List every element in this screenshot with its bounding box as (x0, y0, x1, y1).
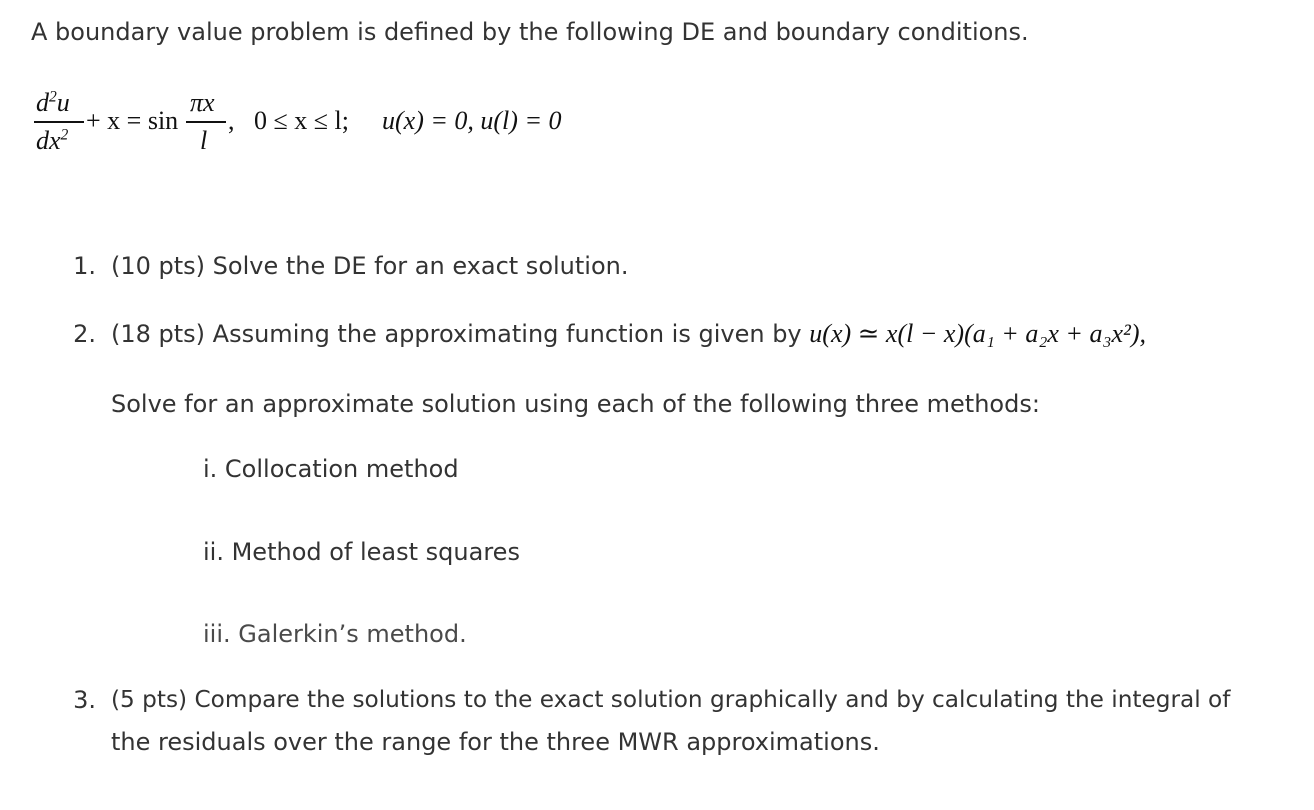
lhs-fraction-bar (34, 121, 84, 123)
rhs-numerator: πx (190, 88, 215, 117)
list-text-line1: (5 pts) Compare the solutions to the exact solution graphically and by calculating the integral of (111, 686, 1231, 713)
rhs-denominator: l (200, 126, 208, 155)
intro-text: A boundary value problem is defined by the following DE and boundary conditions. (31, 18, 1029, 46)
list-number: 3. (73, 686, 96, 714)
list-number: 2. (73, 320, 96, 348)
equation-comma: , (228, 106, 235, 135)
lhs-denominator: $dx^2$ (36, 126, 69, 155)
lhs-numerator: $d^2u$ (36, 88, 70, 117)
approximating-function: u(x) ≃ x(l − x)(a₁ + a₂x + a₃x²), (809, 319, 1146, 348)
plus-x-sin: + x = sin (86, 106, 179, 135)
list-number: 1. (73, 252, 96, 280)
item-2-text: (18 pts) Assuming the approximating function is given by (111, 320, 802, 348)
list-text: (10 pts) Solve the DE for an exact solution. (111, 252, 629, 280)
method-least-squares: ii. Method of least squares (203, 538, 520, 566)
list-text (111, 314, 1146, 354)
domain-condition: 0 ≤ x ≤ l; (254, 106, 349, 135)
sub-intro-text: Solve for an approximate solution using each of the following three methods: (111, 390, 1040, 418)
method-collocation: i. Collocation method (203, 455, 459, 483)
list-text-line2: the residuals over the range for the three MWR approximations. (111, 728, 880, 756)
rhs-fraction-bar (186, 121, 226, 123)
boundary-conditions: u(x) = 0, u(l) = 0 (382, 106, 562, 135)
method-galerkin: iii. Galerkin’s method. (203, 620, 467, 648)
differential-equation (34, 86, 654, 166)
